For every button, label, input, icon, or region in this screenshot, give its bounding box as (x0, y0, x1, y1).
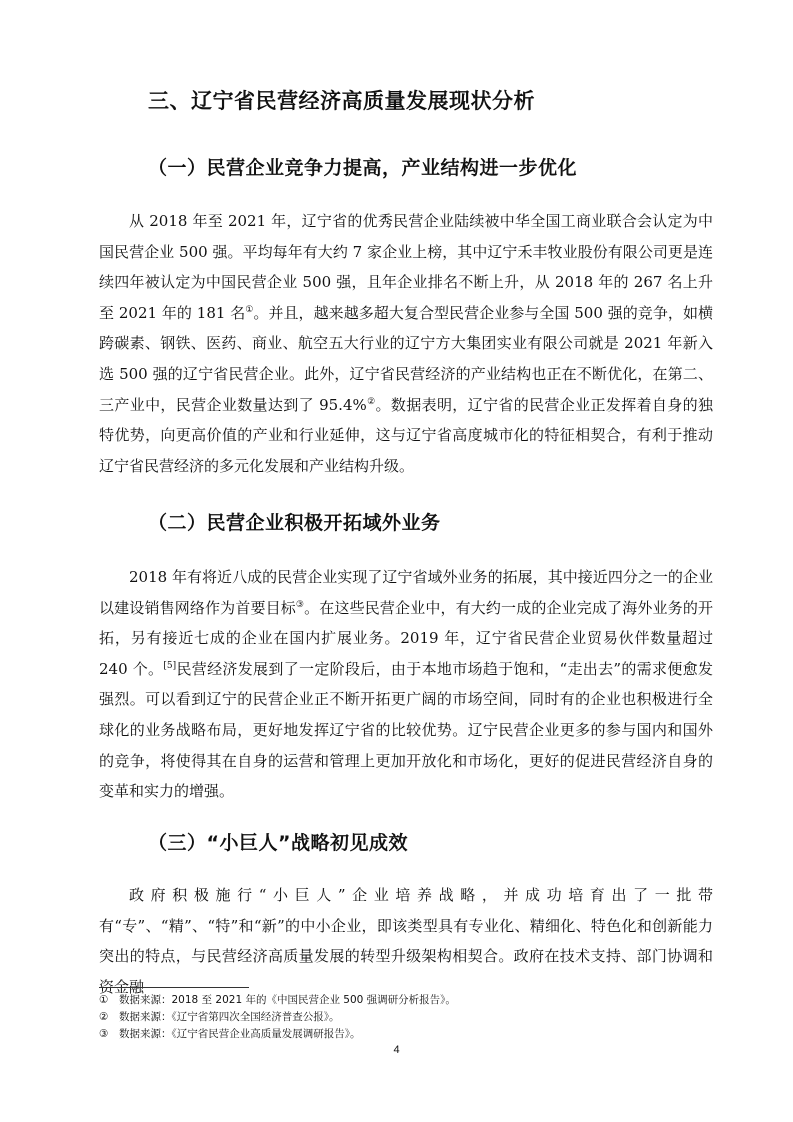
footnote-mark-3: ③ (99, 1028, 109, 1040)
paragraph-1 (99, 206, 713, 481)
paragraph-1-text-c: 。数据表明，辽宁省的民营企业正发挥着自身的独特优势，向更高价值的产业和行业延伸，这与辽宁省高度城市化的特征相契合，有利于推动辽宁省民营经济的多元化发展和产业结构升级。 (99, 395, 713, 475)
page-number: 4 (393, 1044, 400, 1056)
paragraph-1-text-a: 从 2018 年至 2021 年，辽宁省的优秀民营企业陆续被中华全国工商业联合会认定为中国民营企业 500 强。平均每年有大约 7 家企业上榜，其中辽宁禾丰牧业股份有限公司更是连续四年被认定为中国民营企业 500 强，且年企业排名不断上升，从 2018 年的 267 名上升至 2021 年的 181 名 (99, 212, 714, 322)
footnote-text-1: 数据来源：2018 至 2021 年的《中国民营企业 500 强调研分析报告》。 (119, 994, 456, 1006)
footnote-ref-3[interactable]: ③ (295, 599, 305, 610)
footnote-divider (99, 987, 249, 988)
section-title: 三、辽宁省民营经济高质量发展现状分析 (148, 89, 535, 113)
footnote-1 (99, 993, 713, 1007)
footnote-3 (99, 1027, 713, 1041)
paragraph-3-text: 政府积极施行“小巨人”企业培养战略，并成功培育出了一批带有“专”、“精”、“特”和“新”的中小企业，即该类型具有专业化、精细化、特色化和创新能力突出的特点，与民营经济高质量发展的转型升级架构相契合。政府在技术支持、部门协调和资金融 (99, 886, 713, 996)
paragraph-3 (99, 880, 713, 1002)
subsection-heading-1: （一）民营企业竞争力提高，产业结构进一步优化 (148, 157, 578, 179)
footnote-text-3: 数据来源：《辽宁省民营企业高质量发展调研报告》。 (119, 1028, 361, 1040)
paragraph-2-text-b: 。在这些民营企业中，有大约一成的企业完成了海外业务的开拓，另有接近七成的企业在国内扩展业务。2019 年，辽宁省民营企业贸易伙伴数量超过 240 个。 (99, 598, 713, 678)
footnote-ref-1[interactable]: ① (245, 304, 254, 315)
footnote-mark-1: ① (99, 994, 109, 1006)
paragraph-2-text-a: 2018 年有将近八成的民营企业实现了辽宁省域外业务的拓展，其中接近四分之一的企业以建设销售网络作为首要目标 (99, 568, 713, 617)
subsection-heading-2: （二）民营企业积极开拓域外业务 (148, 512, 441, 534)
citation-ref-5[interactable]: [5] (163, 660, 177, 671)
footnote-2 (99, 1010, 713, 1024)
subsection-heading-3: （三）“小巨人”战略初见成效 (148, 832, 408, 854)
paragraph-1-text-b: 。并且，越来越多超大复合型民营企业参与全国 500 强的竞争，如横跨碳素、钢铁、医药、商业、航空五大行业的辽宁方大集团实业有限公司就是 2021 年新入选 500 强的辽宁省民营企业。此外，辽宁省民营经济的产业结构也正在不断优化，在第二、三产业中，民营企业数量达到了 95.4% (99, 303, 713, 414)
footnote-mark-2: ② (99, 1011, 109, 1023)
paragraph-2 (99, 562, 713, 807)
footnote-text-2: 数据来源：《辽宁省第四次全国经济普查公报》。 (119, 1011, 340, 1023)
paragraph-2-text-c: 民营经济发展到了一定阶段后，由于本地市场趋于饱和，“走出去”的需求便愈发强烈。可以看到辽宁的民营企业正不断开拓更广阔的市场空间，同时有的企业也积极进行全球化的业务战略布局，更好地发挥辽宁省的比较优势。辽宁民营企业更多的参与国内和国外的竞争，将使得其在自身的运营和管理上更加开放化和市场化，更好的促进民营经济自身的变革和实力的增强。 (99, 659, 714, 801)
footnote-ref-2[interactable]: ② (366, 396, 376, 407)
